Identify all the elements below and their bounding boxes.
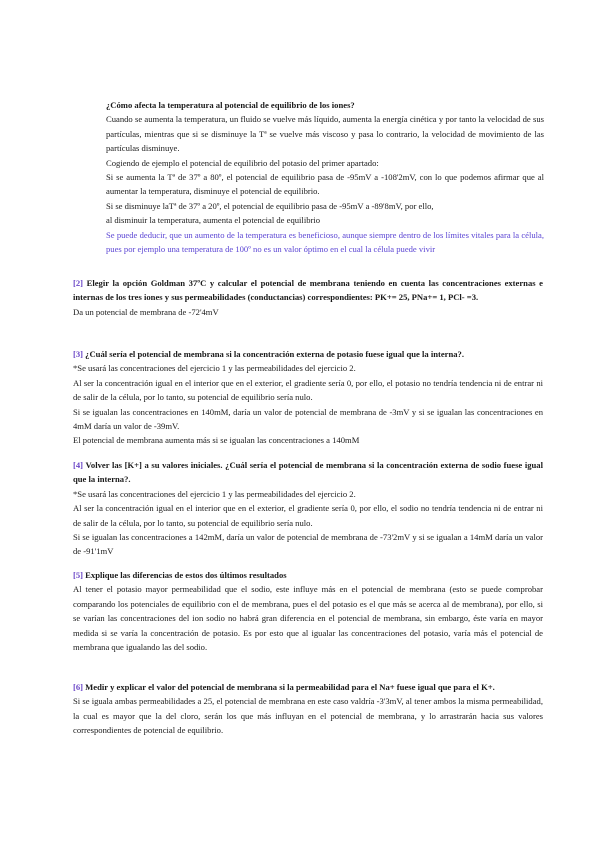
- section-6: [73, 680, 543, 738]
- section-6-number: [6]: [73, 682, 84, 692]
- temperature-paragraph-4: Si se disminuye laTª de 37º a 20º, el potencial de equilibrio pasa de -95mV a -89'8mV, por ello,: [106, 200, 434, 211]
- section-2-answer: Da un potencial de membrana de -72'4mV: [73, 306, 219, 317]
- section-5-question: Explique las diferencias de estos dos últimos resultados: [83, 570, 287, 580]
- section-6-paragraph-1: Si se iguala ambas permeabilidades a 25, el potencial de membrana en este caso valdría -3'3mV, al tener ambos la misma permeabilidad, la cual es mayor que la del cloro, serán los que más influyan en el potencial de membrana, y lo arrastrarán hacia sus valores correspondientes de potencial de equilibrio.: [73, 696, 543, 736]
- section-3-paragraph-3: Si se igualan las concentraciones en 140mM, daría un valor de potencial de membrana de -3mV y si se igualan las concentraciones en 4mM daría un valor de -39mV.: [73, 406, 543, 432]
- temperature-paragraph-5: al disminuir la temperatura, aumenta el potencial de equilibrio: [106, 215, 321, 226]
- section-3-paragraph-1: *Se usará las concentraciones del ejercicio 1 y las permeabilidades del ejercicio 2.: [73, 363, 356, 374]
- section-2-number: [2]: [73, 278, 84, 288]
- temperature-paragraph-1: Cuando se aumenta la temperatura, un fluido se vuelve más líquido, aumenta la energía cinética y por tanto la velocidad de sus partículas, mientras que si se disminuye la Tª se vuelve más viscoso y pasa lo contrario, la velocidad de movimiento de las partículas disminuye.: [106, 114, 544, 154]
- section-3-paragraph-2: Al ser la concentración igual en el interior que en el exterior, el gradiente sería 0, por ello, el potasio no tendría tendencia ni de entrar ni de salir de la célula, por lo tanto, su potencial de equilibrio sería nulo.: [73, 377, 543, 403]
- section-3-paragraph-4: El potencial de membrana aumenta más si se igualan las concentraciones a 140mM: [73, 435, 360, 446]
- section-3: [73, 347, 543, 448]
- section-5-number: [5]: [73, 570, 84, 580]
- temperature-section: [106, 98, 544, 256]
- section-4: [73, 458, 543, 559]
- temperature-note: Se puede deducir, que un aumento de la temperatura es beneficioso, aunque siempre dentro de los límites vitales para la célula, pues por ejemplo una temperatura de 100º no es un valor óptimo en el cual la célula puede vivir: [106, 229, 544, 255]
- section-2: [73, 276, 543, 319]
- temperature-paragraph-3: Si se aumenta la Tª de 37º a 80º, el potencial de equilibrio pasa de -95mV a -108'2mV, con lo que podemos afirmar que al aumentar la temperatura, disminuye el potencial de equilibrio.: [106, 172, 544, 197]
- section-6-question: Medir y explicar el valor del potencial de membrana si la permeabilidad para el Na+ fuese igual que para el K+.: [83, 682, 495, 692]
- temperature-question: ¿Cómo afecta la temperatura al potencial de equilibrio de los iones?: [106, 100, 355, 110]
- section-4-number: [4]: [73, 460, 84, 470]
- section-4-paragraph-2: Al ser la concentración igual en el interior que en el exterior, el gradiente sería 0, por ello, el sodio no tendría tendencia ni de entrar ni de salir de la célula, por lo tanto, su potencial de equilibrio sería nulo.: [73, 503, 543, 528]
- section-3-question: ¿Cuál sería el potencial de membrana si la concentración externa de potasio fuese igual que la interna?.: [83, 349, 464, 359]
- section-5-paragraph-1: Al tener el potasio mayor permeabilidad que el sodio, este influye más en el potencial de membrana (esto se puede comprobar comparando los potenciales de equilibrio con el de membrana, pues el del potasio es el que más se acerca al de membrana), por ello, si se varían las concentraciones del ion sodio no habrá gran diferencia en el potencial de membrana, sin embargo, éste varía en mayor medida si se varía la concentración de potasio. Es por esto que al igualar las concentraciones del potasio, varía más el potencial de membrana que igualando las del sodio.: [73, 584, 543, 653]
- section-4-paragraph-3: Si se igualan las concentraciones a 142mM, daría un valor de potencial de membrana de -73'2mV y si se igualan a 14mM daría un valor de -91'1mV: [73, 532, 543, 557]
- section-4-paragraph-1: *Se usará las concentraciones del ejercicio 1 y las permeabilidades del ejercicio 2.: [73, 488, 356, 499]
- temperature-paragraph-2: Cogiendo de ejemplo el potencial de equilibrio del potasio del primer apartado:: [106, 157, 379, 168]
- section-2-question: Elegir la opción Goldman 37ºC y calcular el potencial de membrana teniendo en cuenta las concentraciones externas e internas de los tres iones y sus permeabilidades (conductancias) correspondientes: PK+= 25, PNa+= 1, PCl- =3.: [73, 278, 543, 303]
- section-5: [73, 568, 543, 654]
- section-3-number: [3]: [73, 349, 84, 359]
- section-4-question: Volver las [K+] a su valores iniciales. ¿Cuál sería el potencial de membrana si la concentración externa de sodio fuese igual que la interna?.: [73, 460, 543, 485]
